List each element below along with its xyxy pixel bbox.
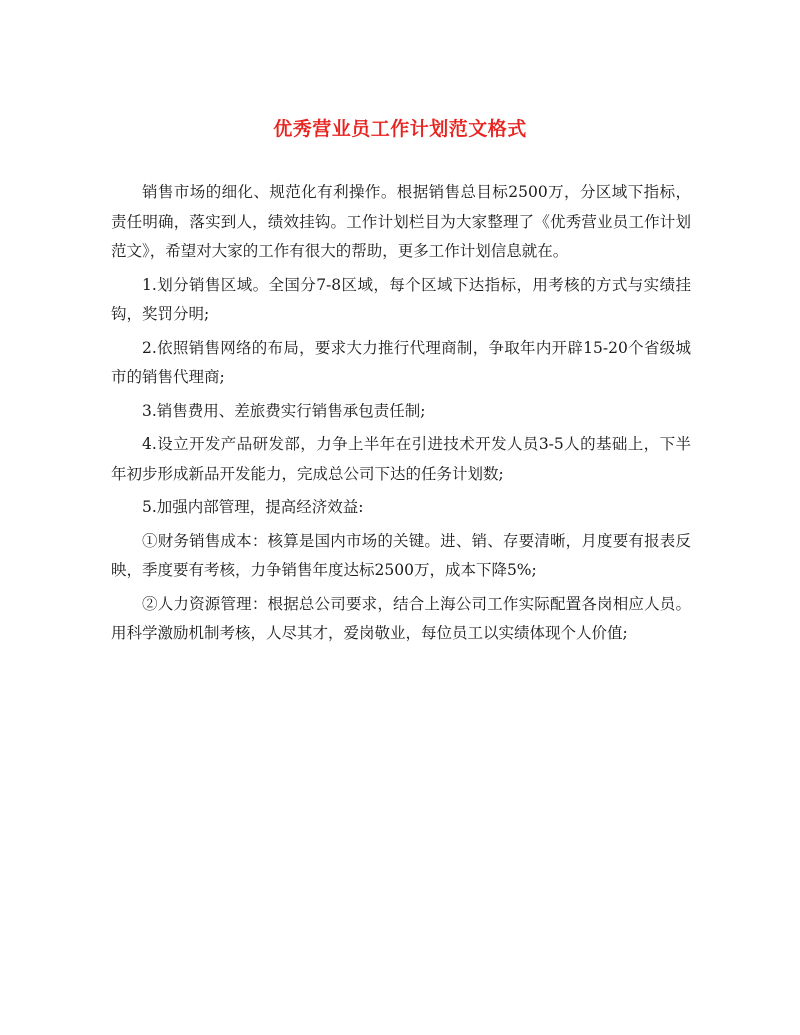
document-body [111,178,691,649]
sub-list-item: ①财务销售成本：核算是国内市场的关键。进、销、存要清晰，月度要有报表反映，季度要有考核，力争销售年度达标2500万，成本下降5%; [111,531,691,579]
sub-list-item: ②人力资源管理：根据总公司要求，结合上海公司工作实际配置各岗相应人员。用科学激励机制考核，人尽其才，爱岗敬业，每位员工以实绩体现个人价值; [111,594,691,642]
list-item: 3.销售费用、差旅费实行销售承包责任制; [142,401,426,420]
list-item: 2.依照销售网络的布局，要求大力推行代理商制，争取年内开辟15-20个省级城市的销售代理商; [111,338,691,386]
document-title: 优秀营业员工作计划范文格式 [273,118,527,140]
list-item: 5.加强内部管理，提高经济效益: [142,498,364,516]
list-item: 4.设立开发产品研发部，力争上半年在引进技术开发人员3-5人的基础上，下半年初步形成新品开发能力，完成总公司下达的任务计划数; [111,435,691,483]
intro-paragraph: 销售市场的细化、规范化有利操作。根据销售总目标2500万，分区域下指标，责任明确，落实到人，绩效挂钩。工作计划栏目为大家整理了《优秀营业员工作计划范文》，希望对大家的工作有很大的帮助，更多工作计划信息就在。 [111,183,691,260]
list-item: 1.划分销售区域。全国分7-8区域，每个区域下达指标，用考核的方式与实绩挂钩，奖罚分明; [111,275,691,323]
